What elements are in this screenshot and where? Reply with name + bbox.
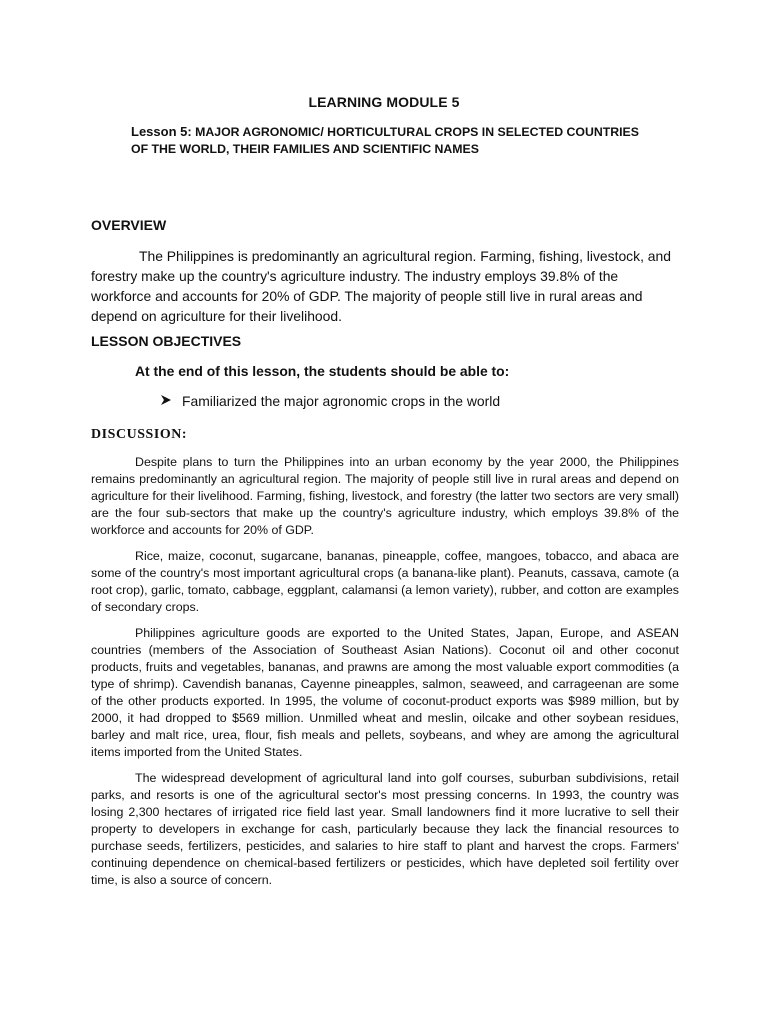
objective-text: Familiarized the major agronomic crops in the world (182, 393, 501, 409)
discussion-paragraph: The widespread development of agricultural land into golf courses, suburban subdivisions, retail parks, and resorts is one of the agricultural sector's most pressing concerns. In 1993, the country was losing 2,300 hectares of irrigated rice field last year. Small landowners find it more lucrative to sell their property to developers in exchange for cash, particularly because they lack the financial resources to purchase seeds, fertilizers, pesticides, and salaries to hire staff to plant and harvest the crops. Farmers' continuing dependence on chemical-based fertilizers or pesticides, which have depleted soil fertility over time, is also a source of concern. (91, 771, 679, 887)
objective-item (160, 393, 500, 409)
discussion-paragraph: Rice, maize, coconut, sugarcane, bananas, pineapple, coffee, mangoes, tobacco, and abaca are some of the country's most important agricultural crops (a banana-like plant). Peanuts, cassava, camote (a root crop), garlic, tomato, cabbage, eggplant, calamansi (a lemon variety), rubber, and cotton are examples of secondary crops. (91, 549, 679, 614)
lesson-objectives-heading: LESSON OBJECTIVES (91, 333, 242, 349)
discussion-paragraph: Despite plans to turn the Philippines into an urban economy by the year 2000, the Philippines remains predominantly an agricultural region. The majority of people still live in rural areas and depend on agriculture for their livelihood. Farming, fishing, livestock, and forestry (the latter two sectors are very small) are the four sub-sectors that make up the country's agriculture industry, which employs 39.8% of the workforce and accounts for 20% of GDP. (91, 455, 679, 537)
objectives-intro: At the end of this lesson, the students should be able to: (135, 363, 510, 379)
lesson-title-text: MAJOR AGRONOMIC/ HORTICULTURAL CROPS IN SELECTED COUNTRIES OF THE WORLD, THEIR FAMILIES AND SCIENTIFIC NAMES (131, 125, 639, 156)
overview-heading: OVERVIEW (91, 217, 167, 233)
arrowhead-bullet-icon (160, 393, 174, 409)
lesson-title (131, 123, 651, 158)
discussion-heading: DISCUSSION: (91, 427, 188, 442)
discussion-body (91, 454, 679, 898)
module-title: LEARNING MODULE 5 (308, 94, 460, 110)
lesson-number: Lesson 5: (131, 124, 192, 139)
overview-text: The Philippines is predominantly an agricultural region. Farming, fishing, livestock, and forestry make up the country's agriculture industry. The industry employs 39.8% of the workforce and accounts for 20% of GDP. The majority of people still live in rural areas and depend on agriculture for their livelihood. (91, 248, 671, 324)
discussion-paragraph: Philippines agriculture goods are exported to the United States, Japan, Europe, and ASEAN countries (members of the Association of Southeast Asian Nations). Coconut oil and other coconut products, fruits and vegetables, bananas, and prawns are among the most valuable export commodities (a type of shrimp). Cavendish bananas, Cayenne pineapples, salmon, seaweed, and carrageenan are some of the other products exported. In 1995, the volume of coconut-product exports was $989 million, but by 2000, it had dropped to $569 million. Unmilled wheat and meslin, oilcake and other soybean residues, barley and malt rice, urea, flour, fish meals and pellets, soybeans, and whey are among the agricultural items imported from the United States. (91, 626, 679, 759)
